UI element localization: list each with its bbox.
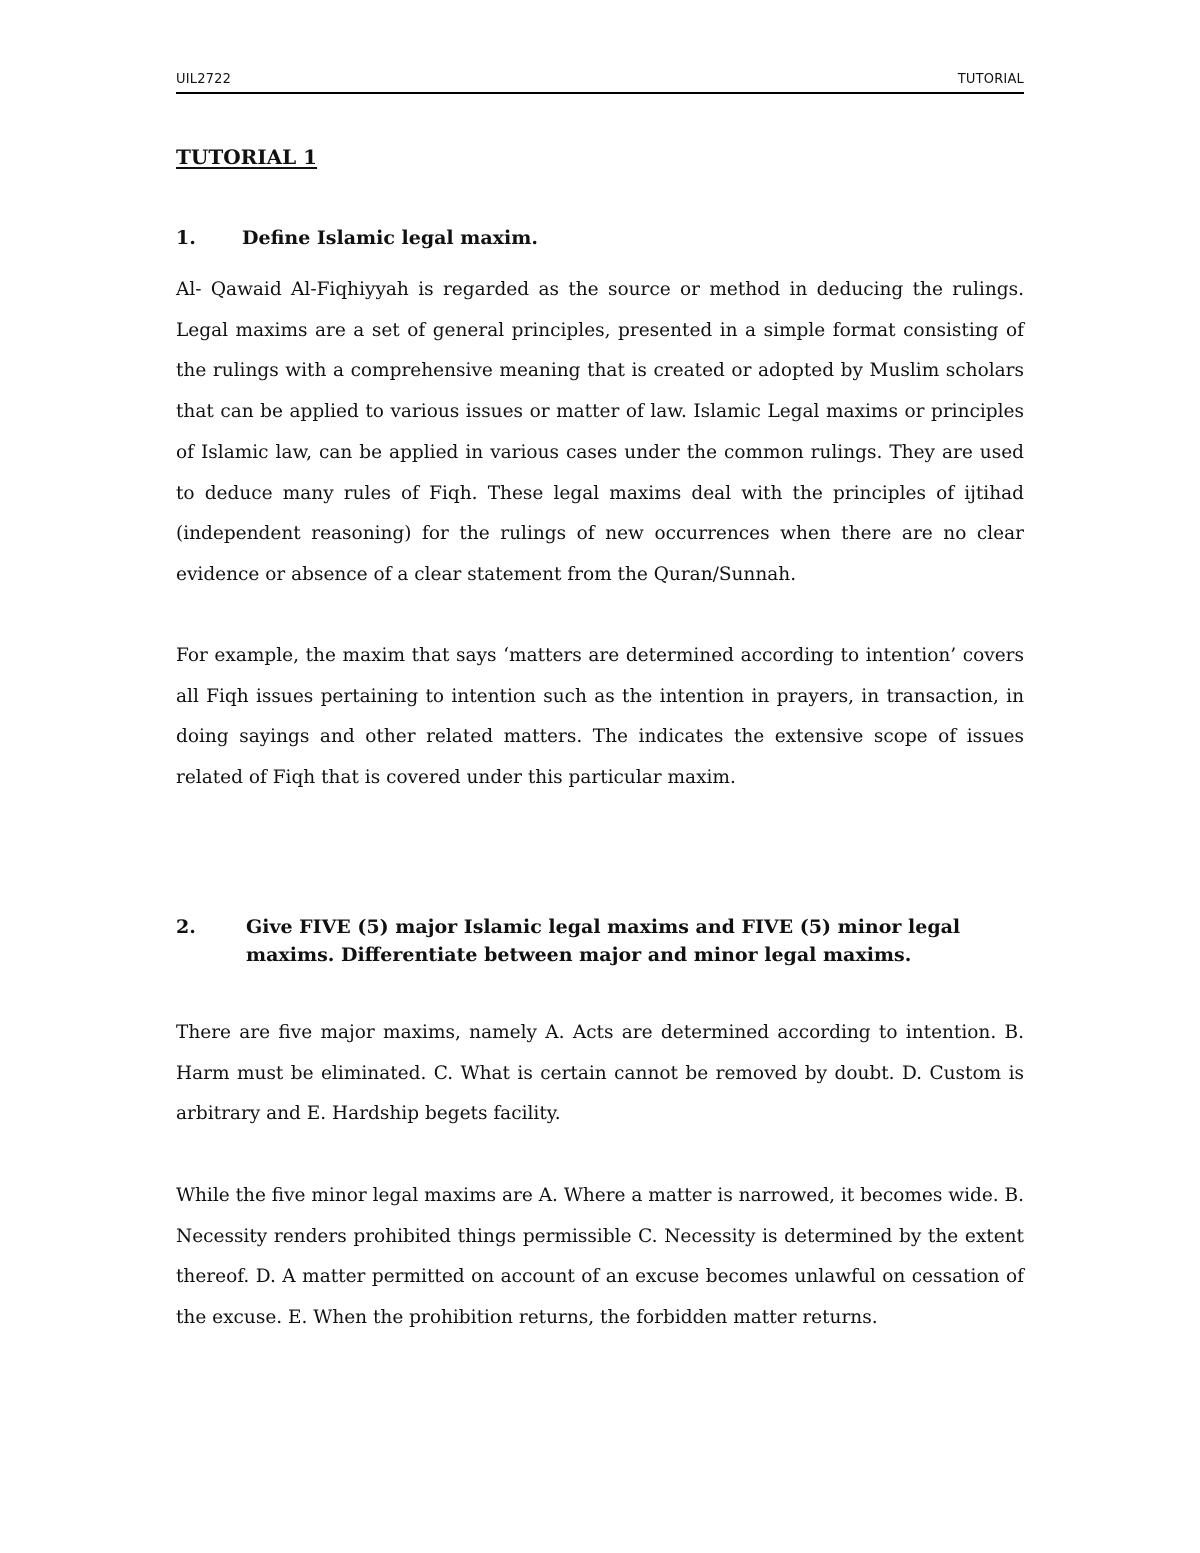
header-label: TUTORIAL — [957, 72, 1024, 87]
question-1-answer-paragraph-1: Al- Qawaid Al-Fiqhiyyah is regarded as the source or method in deducing the rulings. Legal maxims are a set of general principles, presented in a simple format consisting of the rulings with a comprehensive meaning that is created or adopted by Muslim scholars that can be applied to various issues or matter of law. Islamic Legal maxims or principles of Islamic law, can be applied in various cases under the common rulings. They are used to deduce many rules of Fiqh. These legal maxims deal with the principles of ijtihad (independent reasoning) for the rulings of new occurrences when there are no clear evidence or absence of a clear statement from the Quran/Sunnah. — [176, 279, 1024, 585]
question-1-number: 1. — [176, 227, 196, 249]
question-1 — [176, 224, 1036, 252]
question-2 — [176, 913, 1036, 969]
header-course-code: UIL2722 — [176, 72, 232, 87]
question-2-number: 2. — [176, 916, 196, 938]
question-1-answer-paragraph-2: For example, the maxim that says ‘matters are determined according to intention’ covers all Fiqh issues pertaining to intention such as the intention in prayers, in transaction, in doing sayings and other related matters. The indicates the extensive scope of issues related of Fiqh that is covered under this particular maxim. — [176, 645, 1024, 789]
question-2-text: Give FIVE (5) major Islamic legal maxims and FIVE (5) minor legal maxims. Differentiate between major and minor legal maxims. — [246, 916, 961, 966]
question-1-text: Define Islamic legal maxim. — [242, 227, 538, 249]
question-2-answer-paragraph-1: There are five major maxims, namely A. Acts are determined according to intention. B. Harm must be eliminated. C. What is certain cannot be removed by doubt. D. Custom is arbitrary and E. Hardship begets facility. — [176, 1022, 1024, 1125]
question-2-answer-paragraph-2: While the five minor legal maxims are A. Where a matter is narrowed, it becomes wide. B. Necessity renders prohibited things permissible C. Necessity is determined by the extent thereof. D. A matter permitted on account of an excuse becomes unlawful on cessation of the excuse. E. When the prohibition returns, the forbidden matter returns. — [176, 1185, 1025, 1329]
document-title: TUTORIAL 1 — [176, 145, 318, 169]
page-header — [176, 72, 1024, 94]
